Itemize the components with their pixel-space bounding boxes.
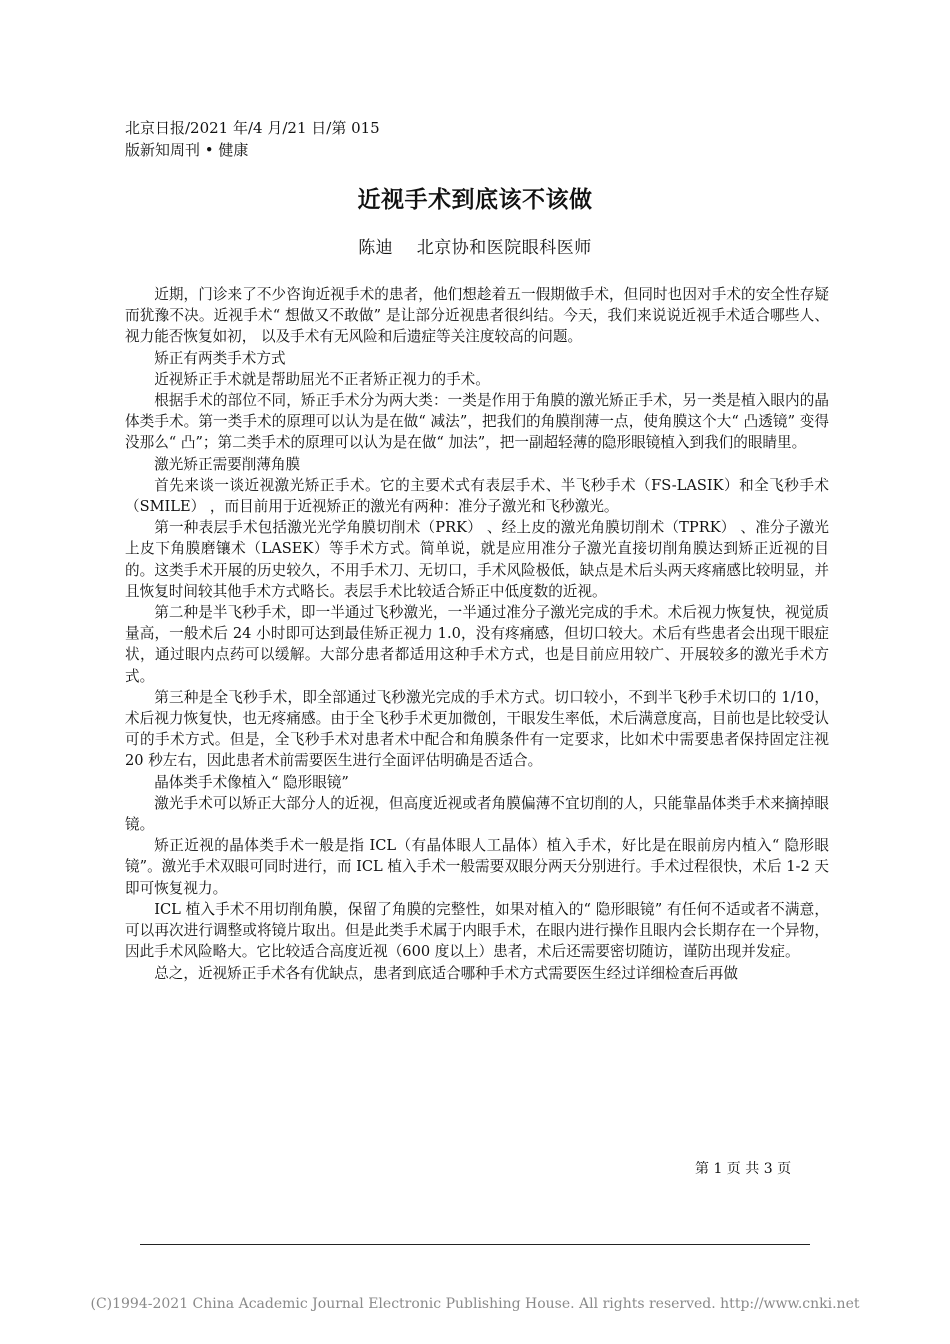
article-title: 近视手术到底该不该做 bbox=[357, 187, 593, 213]
paragraph: ICL 植入手术不用切削角膜，保留了角膜的完整性，如果对植入的“ 隐形眼镜” 有任何不适或者不满意，可以再次进行调整或将镜片取出。但是此类手术属于内眼手术，在眼内进行操作且眼内会长期存在一个异物，因此手术风险略大。它比较适合高度近视（600 度以上）患者，术后还需要密切随访，谨防出现并发症。 bbox=[125, 900, 829, 961]
byline: 陈迪 北京协和医院眼科医师 bbox=[358, 238, 592, 258]
copyright-footer: (C)1994-2021 China Academic Journal Electronic Publishing House. All rights reserved. http://www.cnki.net bbox=[90, 1296, 860, 1312]
section-heading: 激光矫正需要削薄角膜 bbox=[154, 455, 301, 473]
source-line: 北京日报/2021 年/4 月/21 日/第 015 bbox=[125, 119, 380, 137]
paragraph: 矫正近视的晶体类手术一般是指 ICL（有晶体眼人工晶体）植入手术，好比是在眼前房内植入“ 隐形眼镜”。激光手术双眼可同时进行，而 ICL 植入手术一般需要双眼分两天分别进行。手术过程很快，术后 1-2 天即可恢复视力。 bbox=[125, 837, 829, 897]
section-heading: 矫正有两类手术方式 bbox=[154, 349, 286, 367]
page-number: 第 1 页 共 3 页 bbox=[695, 1161, 792, 1177]
paragraph: 第三种是全飞秒手术，即全部通过飞秒激光完成的手术方式。切口较小，不到半飞秒手术切口的 1/10，术后视力恢复快，也无疼痛感。由于全飞秒手术更加微创，干眼发生率低，术后满意度高，目前也是比较受认可的手术方式。但是，全飞秒手术对患者术中配合和角膜条件有一定要求，比如术中需要患者保持固定注视 20 秒左右，因此患者术前需要医生进行全面评估明确是否适合。 bbox=[125, 688, 829, 770]
paragraph: 激光手术可以矫正大部分人的近视，但高度近视或者角膜偏薄不宜切削的人，只能靠晶体类手术来摘掉眼镜。 bbox=[125, 794, 829, 834]
paragraph: 近视矫正手术就是帮助屈光不正者矫正视力的手术。 bbox=[154, 370, 490, 388]
paragraph: 根据手术的部位不同，矫正手术分为两大类：一类是作用于角膜的激光矫正手术，另一类是植入眼内的晶体类手术。第一类手术的原理可以认为是在做“ 减法”，把我们的角膜削薄一点，使角膜这个大“ 凸透镜” 变得没那么“ 凸”；第二类手术的原理可以认为是在做“ 加法”，把一副超轻薄的隐形眼镜植入到我们的眼睛里。 bbox=[125, 392, 829, 452]
footer-divider bbox=[140, 1244, 810, 1245]
paragraph: 近期，门诊来了不少咨询近视手术的患者，他们想趁着五一假期做手术，但同时也因对手术的安全性存疑而犹豫不决。近视手术“ 想做又不敢做” 是让部分近视患者很纠结。今天，我们来说说近视手术适合哪些人、 视力能否恢复如初， 以及手术有无风险和后遗症等关注度较高的问题。 bbox=[125, 286, 829, 346]
article-body bbox=[125, 284, 829, 984]
paragraph: 首先来谈一谈近视激光矫正手术。它的主要术式有表层手术、半飞秒手术（FS-LASIK）和全飞秒手术（SMILE） ，而目前用于近视矫正的激光有两种：准分子激光和飞秒激光。 bbox=[125, 476, 829, 516]
paragraph: 第二种是半飞秒手术，即一半通过飞秒激光，一半通过准分子激光完成的手术。术后视力恢复快，视觉质量高，一般术后 24 小时即可达到最佳矫正视力 1.0，没有疼痛感，但切口较大。术后有些患者会出现干眼症状，通过眼内点药可以缓解。大部分患者都适用这种手术方式，也是目前应用较广、开展较多的激光手术方式。 bbox=[125, 604, 829, 685]
paragraph: 第一种表层手术包括激光光学角膜切削术（PRK） 、经上皮的激光角膜切削术（TPRK） 、准分子激光上皮下角膜磨镶术（LASEK）等手术方式。简单说，就是应用准分子激光直接切削角膜达到矫正近视的目的。这类手术开展的历史较久，不用手术刀、无切口，手术风险极低，缺点是术后头两天疼痛感比较明显，并且恢复时间较其他手术方式略长。表层手术比较适合矫正中低度数的近视。 bbox=[125, 519, 829, 600]
paragraph: 总之，近视矫正手术各有优缺点，患者到底适合哪种手术方式需要医生经过详细检查后再做 bbox=[154, 964, 738, 982]
section-line: 版新知周刊 • 健康 bbox=[125, 141, 249, 159]
section-heading: 晶体类手术像植入“ 隐形眼镜” bbox=[154, 773, 349, 791]
